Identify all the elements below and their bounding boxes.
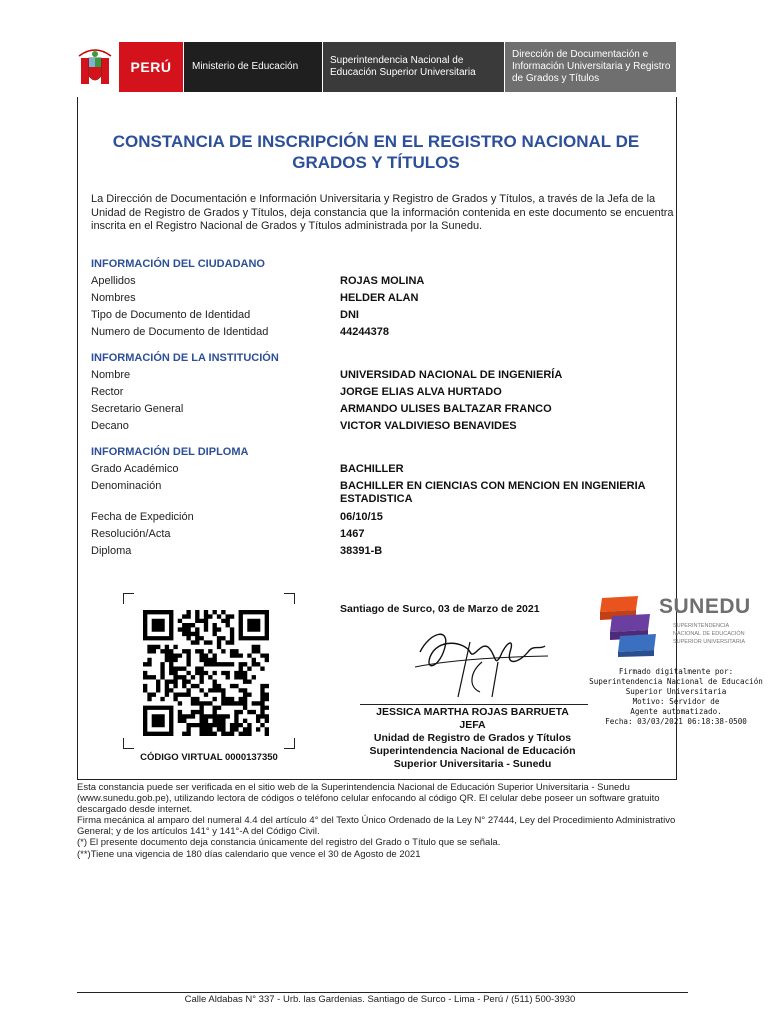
label-apellidos: Apellidos xyxy=(91,275,136,287)
superintendencia-label xyxy=(323,42,504,92)
signer-unit: Unidad de Registro de Grados y Títulos xyxy=(373,732,572,744)
signer-role: JEFA xyxy=(459,719,486,731)
signer-org-1: Superintendencia Nacional de Educación xyxy=(369,745,576,757)
sunedu-wordmark: SUNEDU xyxy=(659,595,751,618)
value-secretario: ARMANDO ULISES BALTAZAR FRANCO xyxy=(340,403,552,415)
direccion-text: Dirección de Documentación e Información Universitaria y Registro de Grados y Títulos xyxy=(512,49,671,84)
frame-left-line xyxy=(77,97,78,780)
label-decano: Decano xyxy=(91,420,129,432)
section-diploma-heading: INFORMACIÓN DEL DIPLOMA xyxy=(91,446,249,458)
label-grado: Grado Académico xyxy=(91,463,179,475)
label-rector: Rector xyxy=(91,386,124,398)
sunedu-sub-3: SUPERIOR UNIVERSITARIA xyxy=(673,639,746,645)
value-diploma: 38391-B xyxy=(340,545,383,557)
superintendencia-text: Superintendencia Nacional de Educación Superior Universitaria xyxy=(330,55,476,78)
section-institucion-heading: INFORMACIÓN DE LA INSTITUCIÓN xyxy=(91,352,279,364)
label-tipo-documento: Tipo de Documento de Identidad xyxy=(91,309,251,321)
value-tipo-documento: DNI xyxy=(340,309,359,321)
qr-caption: CÓDIGO VIRTUAL 0000137350 xyxy=(140,752,278,763)
value-fecha-expedicion: 06/10/15 xyxy=(340,511,383,523)
document-title: CONSTANCIA DE INSCRIPCIÓN EN EL REGISTRO NACIONAL DE GRADOS Y TÍTULOS xyxy=(112,132,640,172)
qr-code[interactable] xyxy=(143,610,269,736)
value-institucion-nombre: UNIVERSIDAD NACIONAL DE INGENIERÍA xyxy=(340,369,563,381)
label-numero-documento: Numero de Documento de Identidad xyxy=(91,326,269,338)
sunedu-subtitle xyxy=(673,622,745,646)
value-grado: BACHILLER xyxy=(340,463,404,475)
place-date: Santiago de Surco, 03 de Marzo de 2021 xyxy=(340,603,540,615)
escudo-logo xyxy=(73,42,117,92)
value-resolucion: 1467 xyxy=(340,528,365,540)
signer-name: JESSICA MARTHA ROJAS BARRUETA xyxy=(376,706,569,718)
digital-line: Fecha: 03/03/2021 06:18:38-0500 xyxy=(605,717,747,726)
ministerio-label: Ministerio de Educación xyxy=(184,42,322,92)
label-diploma: Diploma xyxy=(91,545,132,557)
footer-legal-note: Firma mecánica al amparo del numeral 4.4 del artículo 4° del Texto Único Ordenado de la Ley N° 27444, Ley del Procedimiento Administrativo General; y de los artículos 141° y 141°-A del Código Civil. xyxy=(77,815,676,837)
value-apellidos: ROJAS MOLINA xyxy=(340,275,425,287)
footer-address: Calle Aldabas N° 337 - Urb. las Gardenias. Santiago de Surco - Lima - Perú / (511) 500-3930 xyxy=(184,994,576,1005)
signature-line xyxy=(360,704,588,705)
sunedu-sub-1: SUPERINTENDENCIA xyxy=(673,623,730,629)
label-secretario: Secretario General xyxy=(91,403,184,415)
footer-validity-note: (**)Tiene una vigencia de 180 días calendario que vence el 30 de Agosto de 2021 xyxy=(77,849,421,860)
sunedu-cubes-icon xyxy=(598,594,658,658)
qr-corner-tl xyxy=(123,593,134,604)
value-numero-documento: 44244378 xyxy=(340,326,389,338)
sunedu-sub-2: NACIONAL DE EDUCACIÓN xyxy=(673,631,745,637)
value-denominacion: BACHILLER EN CIENCIAS CON MENCION EN INGENIERIA ESTADISTICA xyxy=(340,480,646,505)
value-rector: JORGE ELIAS ALVA HURTADO xyxy=(340,386,502,398)
value-decano: VICTOR VALDIVIESO BENAVIDES xyxy=(340,420,517,432)
footer-divider xyxy=(77,992,688,993)
label-nombres: Nombres xyxy=(91,292,136,304)
qr-corner-tr xyxy=(284,593,295,604)
intro-paragraph: La Dirección de Documentación e Información Universitaria y Registro de Grados y Títulos, a través de la Jefa de la Unidad de Registro de Grados y Títulos, deja constancia que la información contenida en este documento se encuentra inscrita en el Registro Nacional de Grados y Títulos administrada por la Sunedu. xyxy=(91,193,674,232)
label-denominacion: Denominación xyxy=(91,480,162,492)
digital-line: Superior Universitaria xyxy=(625,687,727,696)
signer-org-2: Superior Universitaria - Sunedu xyxy=(393,758,552,770)
digital-line: Motivo: Servidor de xyxy=(632,697,720,706)
footer-scope-note: (*) El presente documento deja constancia únicamente del registro del Grado o Título que se señala. xyxy=(77,837,501,848)
value-nombres: HELDER ALAN xyxy=(340,292,419,304)
section-ciudadano-heading: INFORMACIÓN DEL CIUDADANO xyxy=(91,258,265,270)
digital-line: Agente automatizado. xyxy=(630,707,722,716)
handwritten-signature xyxy=(410,612,550,702)
peru-label: PERÚ xyxy=(119,42,183,92)
direccion-label xyxy=(505,42,676,92)
label-institucion-nombre: Nombre xyxy=(91,369,131,381)
frame-bottom-line xyxy=(77,779,677,780)
label-fecha-expedicion: Fecha de Expedición xyxy=(91,511,194,523)
digital-line: Superintendencia Nacional de Educación xyxy=(589,677,763,686)
digital-signature-block xyxy=(588,667,764,727)
qr-corner-br xyxy=(284,738,295,749)
digital-line: Firmado digitalmente por: xyxy=(618,667,734,676)
footer-verification-note: Esta constancia puede ser verificada en el sitio web de la Superintendencia Nacional de Educación Superior Universitaria - Sunedu (www.sunedu.gob.pe), utilizando lectora de códigos o teléfono celular enfocando al código QR. El celular debe poseer un software gratuito descargado desde internet. xyxy=(77,782,660,815)
qr-corner-bl xyxy=(123,738,134,749)
label-resolucion: Resolución/Acta xyxy=(91,528,171,540)
